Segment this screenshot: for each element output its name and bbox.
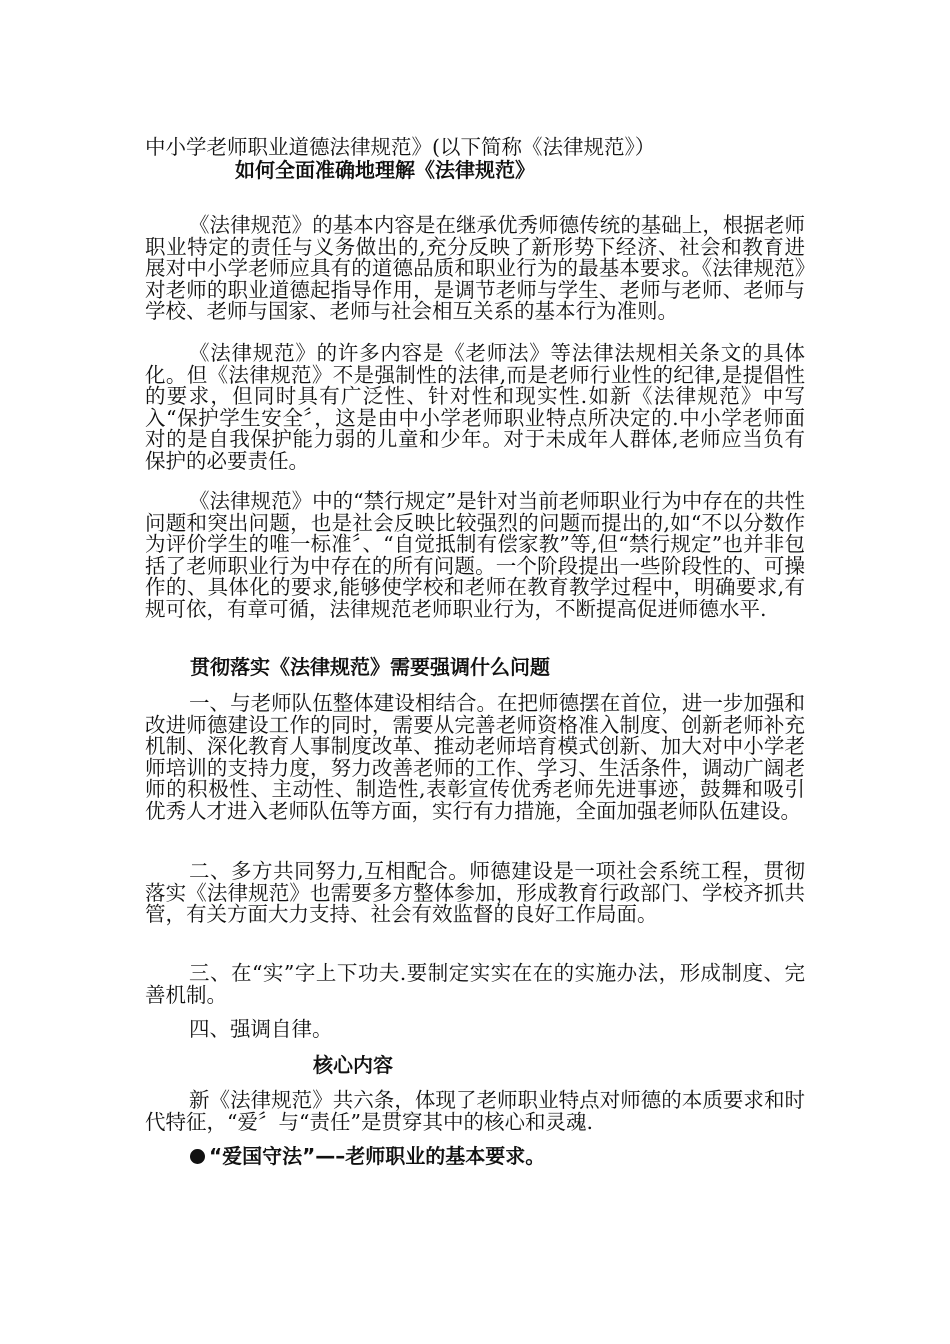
paragraph-point-two: 二、多方共同努力,互相配合。师德建设是一项社会系统工程，贯彻落实《法律规范》也需要多方整体参加，形成教育行政部门、学校齐抓共管，有关方面大力支持、社会有效监督的良好工作局面。 (145, 859, 805, 926)
bullet-text: “爱国守法”—–老师职业的基本要求。 (209, 1144, 546, 1168)
section-heading-core-content: 核心内容 (313, 1053, 393, 1077)
section-heading-implementation: 贯彻落实《法律规范》需要强调什么问题 (190, 655, 550, 679)
paragraph-prohibitions: 《法律规范》中的“禁行规定”是针对当前老师职业行为中存在的共性问题和突出问题，也是社会反映比较强烈的问题而提出的,如“不以分数作为评价学生的唯一标准〞、“自觉抵制有偿家教”等,但“禁行规定”也并非包括了老师职业行为中存在的所有问题。一个阶段提出一些阶段性的、可操作的、具体化的要求,能够使学校和老师在教育教学过程中，明确要求,有规可依，有章可循，法律规范老师职业行为，不断提高促进师德水平. (145, 489, 805, 621)
bullet-patriotism (190, 1146, 545, 1168)
paragraph-six-articles: 新《法律规范》共六条，体现了老师职业特点对师德的本质要求和时代特征，“爱〞与“责任”是贯穿其中的核心和灵魂. (145, 1088, 805, 1134)
paragraph-basic-content: 《法律规范》的基本内容是在继承优秀师德传统的基础上，根据老师职业特定的责任与义务做出的,充分反映了新形势下经济、社会和教育进展对中小学老师应具有的道德品质和职业行为的最基本要求。《法律规范》对老师的职业道德起指导作用，是调节老师与学生、老师与老师、老师与学校、老师与国家、老师与社会相互关系的基本行为准则。 (145, 213, 805, 323)
paragraph-point-one: 一、与老师队伍整体建设相结合。在把师德摆在首位，进一步加强和改进师德建设工作的同时，需要从完善老师资格准入制度、创新老师补充机制、深化教育人事制度改革、推动老师培育模式创新、加大对中小学老师培训的支持力度，努力改善老师的工作、学习、生活条件，调动广阔老师的积极性、主动性、制造性,表彰宣传优秀老师先进事迹，鼓舞和吸引优秀人才进入老师队伍等方面，实行有力措施，全面加强老师队伍建设。 (145, 691, 805, 823)
paragraph-point-four: 四、强调自律。 (189, 1017, 333, 1041)
section-heading-understanding: 如何全面准确地理解《法律规范》 (235, 158, 535, 182)
paragraph-concretization: 《法律规范》的许多内容是《老师法》等法律法规相关条文的具体化。但《法律规范》不是强制性的法律,而是老师行业性的纪律,是提倡性的要求，但同时具有广泛性、针对性和现实性.如新《法律规范》中写入“保护学生安全〞，这是由中小学老师职业特点所决定的.中小学老师面对的是自我保护能力弱的儿童和少年。对于未成年人群体,老师应当负有保护的必要责任。 (145, 341, 805, 473)
intro-line: 中小学老师职业道德法律规范》(以下简称《法律规范》） (145, 135, 656, 159)
paragraph-point-three: 三、在“实”字上下功夫.要制定实实在在的实施办法，形成制度、完善机制。 (145, 961, 805, 1007)
filled-circle-bullet-icon (190, 1149, 205, 1164)
